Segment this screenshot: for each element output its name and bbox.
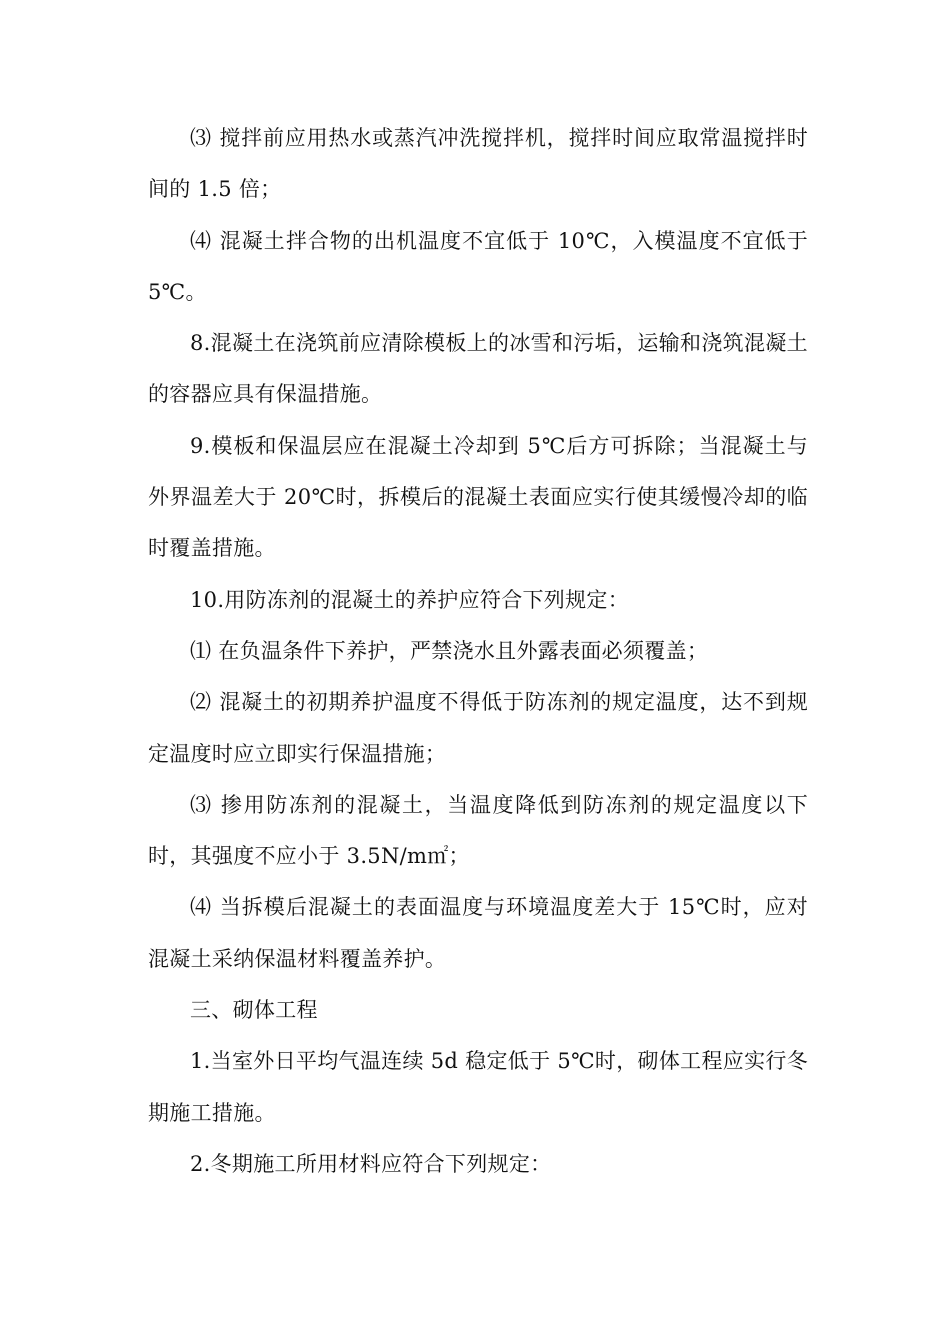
section-heading-masonry: 三、砌体工程 xyxy=(190,998,318,1023)
paragraph-strength-requirement: ⑶ 掺用防冻剂的混凝土，当温度降低到防冻剂的规定温度以下时，其强度不应小于 3.5N/m㎡； xyxy=(148,792,808,869)
paragraph-mix-temperature: ⑷ 混凝土拌合物的出机温度不宜低于 10℃，入模温度不宜低于 5℃。 xyxy=(148,228,808,304)
paragraph-initial-curing-temp: ⑵ 混凝土的初期养护温度不得低于防冻剂的规定温度，达不到规定温度时应立即实行保温措施； xyxy=(148,690,808,766)
paragraph-materials-rules: 2.冬期施工所用材料应符合下列规定： xyxy=(190,1151,552,1176)
paragraph-clear-formwork: 8.混凝土在浇筑前应清除模板上的冰雪和污垢，运输和浇筑混凝土的容器应具有保温措施。 xyxy=(148,331,808,407)
paragraph-negative-temp-curing: ⑴ 在负温条件下养护，严禁浇水且外露表面必须覆盖； xyxy=(190,638,709,663)
paragraph-mixing-time: ⑶ 搅拌前应用热水或蒸汽冲洗搅拌机，搅拌时间应取常温搅拌时间的 1.5 倍； xyxy=(148,126,808,202)
paragraph-antifreeze-curing: 10.用防冻剂的混凝土的养护应符合下列规定： xyxy=(190,587,629,612)
paragraph-masonry-winter-measures: 1.当室外日平均气温连续 5d 稳定低于 5℃时，砌体工程应实行冬期施工措施。 xyxy=(148,1049,808,1125)
paragraph-insulation-cover: ⑷ 当拆模后混凝土的表面温度与环境温度差大于 15℃时，应对混凝土采纳保温材料覆盖养护。 xyxy=(148,895,808,971)
document-body xyxy=(148,113,808,1190)
paragraph-formwork-removal: 9.模板和保温层应在混凝土冷却到 5℃后方可拆除；当混凝土与外界温差大于 20℃时，拆模后的混凝土表面应实行使其缓慢冷却的临时覆盖措施。 xyxy=(148,433,808,561)
